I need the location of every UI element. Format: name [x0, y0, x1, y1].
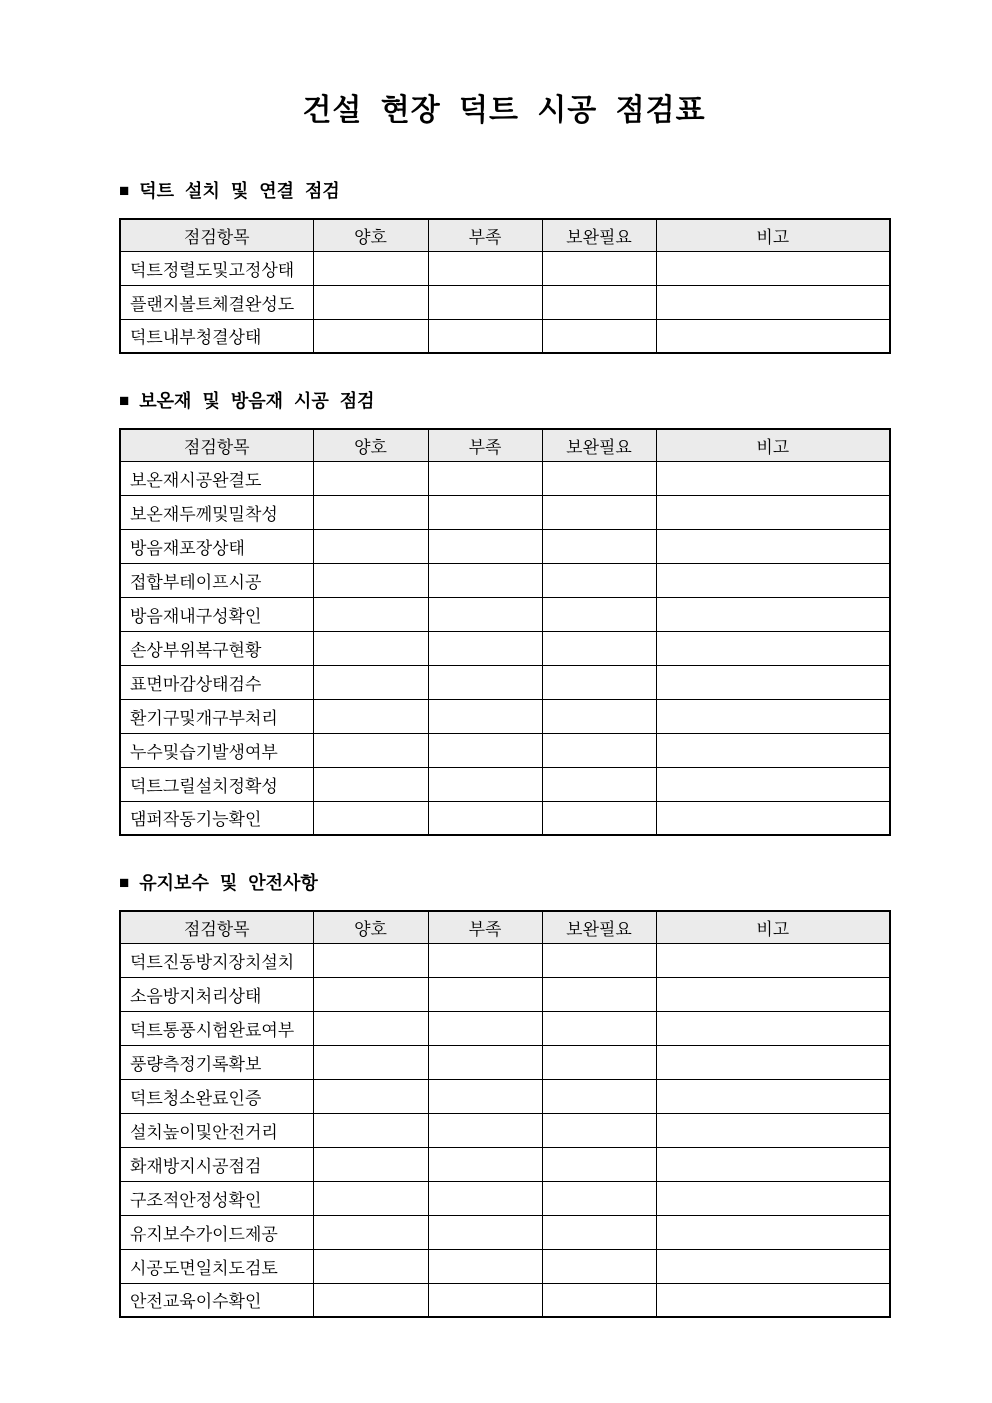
item-label: 소음방지처리상태 — [120, 977, 313, 1011]
item-label: 보온재시공완결도 — [120, 461, 313, 495]
item-label: 구조적안정성확인 — [120, 1181, 313, 1215]
item-label: 플랜지볼트체결완성도 — [120, 285, 313, 319]
good-cell — [313, 699, 428, 733]
item-label: 방음재내구성확인 — [120, 597, 313, 631]
remarks-cell — [656, 1249, 890, 1283]
table-row — [120, 251, 890, 285]
section-heading — [119, 390, 992, 412]
good-cell — [313, 1181, 428, 1215]
needs-improvement-cell — [542, 943, 656, 977]
good-cell — [313, 767, 428, 801]
good-cell — [313, 529, 428, 563]
needs-improvement-cell — [542, 461, 656, 495]
insufficient-cell — [428, 1113, 542, 1147]
table-row — [120, 1079, 890, 1113]
table-row — [120, 631, 890, 665]
col-header-inspection-item: 점검항목 — [120, 911, 313, 943]
insufficient-cell — [428, 1181, 542, 1215]
col-header-good: 양호 — [313, 429, 428, 461]
good-cell — [313, 733, 428, 767]
item-label: 풍량측정기록확보 — [120, 1045, 313, 1079]
needs-improvement-cell — [542, 563, 656, 597]
good-cell — [313, 631, 428, 665]
good-cell — [313, 943, 428, 977]
insufficient-cell — [428, 977, 542, 1011]
needs-improvement-cell — [542, 1045, 656, 1079]
item-label: 누수및습기발생여부 — [120, 733, 313, 767]
item-label: 덕트통풍시험완료여부 — [120, 1011, 313, 1045]
remarks-cell — [656, 529, 890, 563]
table-row — [120, 495, 890, 529]
checklist-table-duct-install — [119, 218, 891, 354]
remarks-cell — [656, 699, 890, 733]
item-label: 보온재두께및밀착성 — [120, 495, 313, 529]
black-square-bullet-icon: ■ — [119, 181, 130, 200]
checklist-table-insulation — [119, 428, 891, 836]
insufficient-cell — [428, 1215, 542, 1249]
table-row — [120, 767, 890, 801]
table-row — [120, 285, 890, 319]
remarks-cell — [656, 1011, 890, 1045]
checklist-table-maintenance — [119, 910, 891, 1318]
item-label: 덕트정렬도및고정상태 — [120, 251, 313, 285]
section-heading — [119, 180, 992, 202]
remarks-cell — [656, 631, 890, 665]
header-row — [120, 429, 890, 461]
insufficient-cell — [428, 529, 542, 563]
col-header-inspection-item: 점검항목 — [120, 219, 313, 251]
remarks-cell — [656, 1045, 890, 1079]
insufficient-cell — [428, 461, 542, 495]
table-row — [120, 801, 890, 835]
col-header-insufficient: 부족 — [428, 911, 542, 943]
remarks-cell — [656, 767, 890, 801]
section-duct-install-check — [119, 180, 992, 354]
remarks-cell — [656, 1215, 890, 1249]
good-cell — [313, 1113, 428, 1147]
table-row — [120, 1045, 890, 1079]
header-row — [120, 911, 890, 943]
insufficient-cell — [428, 1011, 542, 1045]
section-title: 덕트 설치 및 연결 점검 — [139, 181, 340, 201]
needs-improvement-cell — [542, 319, 656, 353]
section-maintenance-safety — [119, 872, 992, 1318]
table-row — [120, 1147, 890, 1181]
insufficient-cell — [428, 597, 542, 631]
table-row — [120, 1283, 890, 1317]
table-row — [120, 563, 890, 597]
needs-improvement-cell — [542, 1113, 656, 1147]
remarks-cell — [656, 977, 890, 1011]
remarks-cell — [656, 1079, 890, 1113]
insufficient-cell — [428, 767, 542, 801]
table-row — [120, 977, 890, 1011]
section-title: 보온재 및 방음재 시공 점검 — [139, 391, 375, 411]
section-title: 유지보수 및 안전사항 — [139, 873, 318, 893]
item-label: 유지보수가이드제공 — [120, 1215, 313, 1249]
needs-improvement-cell — [542, 767, 656, 801]
insufficient-cell — [428, 631, 542, 665]
needs-improvement-cell — [542, 529, 656, 563]
good-cell — [313, 285, 428, 319]
header-row — [120, 219, 890, 251]
item-label: 화재방지시공점검 — [120, 1147, 313, 1181]
needs-improvement-cell — [542, 699, 656, 733]
item-label: 덕트그릴설치정확성 — [120, 767, 313, 801]
section-heading — [119, 872, 992, 894]
insufficient-cell — [428, 1045, 542, 1079]
table-row — [120, 733, 890, 767]
item-label: 안전교육이수확인 — [120, 1283, 313, 1317]
remarks-cell — [656, 495, 890, 529]
good-cell — [313, 1249, 428, 1283]
col-header-insufficient: 부족 — [428, 429, 542, 461]
table-row — [120, 699, 890, 733]
item-label: 덕트진동방지장치설치 — [120, 943, 313, 977]
needs-improvement-cell — [542, 1283, 656, 1317]
col-header-good: 양호 — [313, 219, 428, 251]
col-header-remarks: 비고 — [656, 911, 890, 943]
remarks-cell — [656, 597, 890, 631]
good-cell — [313, 1045, 428, 1079]
remarks-cell — [656, 1113, 890, 1147]
insufficient-cell — [428, 733, 542, 767]
remarks-cell — [656, 319, 890, 353]
insufficient-cell — [428, 319, 542, 353]
col-header-needs-improvement: 보완필요 — [542, 429, 656, 461]
remarks-cell — [656, 1181, 890, 1215]
insufficient-cell — [428, 1249, 542, 1283]
insufficient-cell — [428, 1283, 542, 1317]
good-cell — [313, 1079, 428, 1113]
item-label: 덕트청소완료인증 — [120, 1079, 313, 1113]
item-label: 환기구및개구부처리 — [120, 699, 313, 733]
table-row — [120, 319, 890, 353]
insufficient-cell — [428, 563, 542, 597]
insufficient-cell — [428, 1147, 542, 1181]
item-label: 표면마감상태검수 — [120, 665, 313, 699]
insufficient-cell — [428, 801, 542, 835]
needs-improvement-cell — [542, 251, 656, 285]
col-header-remarks: 비고 — [656, 429, 890, 461]
insufficient-cell — [428, 943, 542, 977]
table-row — [120, 529, 890, 563]
table-row — [120, 1249, 890, 1283]
remarks-cell — [656, 1147, 890, 1181]
remarks-cell — [656, 801, 890, 835]
remarks-cell — [656, 733, 890, 767]
remarks-cell — [656, 665, 890, 699]
item-label: 방음재포장상태 — [120, 529, 313, 563]
table-row — [120, 1011, 890, 1045]
good-cell — [313, 801, 428, 835]
item-label: 덕트내부청결상태 — [120, 319, 313, 353]
item-label: 댐퍼작동기능확인 — [120, 801, 313, 835]
needs-improvement-cell — [542, 1249, 656, 1283]
insufficient-cell — [428, 1079, 542, 1113]
col-header-needs-improvement: 보완필요 — [542, 219, 656, 251]
needs-improvement-cell — [542, 1079, 656, 1113]
item-label: 시공도면일치도검토 — [120, 1249, 313, 1283]
needs-improvement-cell — [542, 495, 656, 529]
black-square-bullet-icon: ■ — [119, 391, 130, 410]
black-square-bullet-icon: ■ — [119, 873, 130, 892]
table-row — [120, 461, 890, 495]
needs-improvement-cell — [542, 801, 656, 835]
section-insulation-soundproofing-check — [119, 390, 992, 836]
good-cell — [313, 495, 428, 529]
good-cell — [313, 251, 428, 285]
col-header-inspection-item: 점검항목 — [120, 429, 313, 461]
document-title: 건설 현장 덕트 시공 점검표 — [302, 94, 706, 127]
needs-improvement-cell — [542, 631, 656, 665]
col-header-good: 양호 — [313, 911, 428, 943]
table-row — [120, 665, 890, 699]
item-label: 설치높이및안전거리 — [120, 1113, 313, 1147]
insufficient-cell — [428, 699, 542, 733]
good-cell — [313, 461, 428, 495]
needs-improvement-cell — [542, 977, 656, 1011]
col-header-needs-improvement: 보완필요 — [542, 911, 656, 943]
item-label: 손상부위복구현황 — [120, 631, 313, 665]
col-header-remarks: 비고 — [656, 219, 890, 251]
insufficient-cell — [428, 251, 542, 285]
table-row — [120, 1181, 890, 1215]
col-header-insufficient: 부족 — [428, 219, 542, 251]
needs-improvement-cell — [542, 285, 656, 319]
good-cell — [313, 563, 428, 597]
table-row — [120, 943, 890, 977]
needs-improvement-cell — [542, 1181, 656, 1215]
remarks-cell — [656, 563, 890, 597]
good-cell — [313, 977, 428, 1011]
insufficient-cell — [428, 285, 542, 319]
remarks-cell — [656, 1283, 890, 1317]
needs-improvement-cell — [542, 1215, 656, 1249]
good-cell — [313, 1215, 428, 1249]
remarks-cell — [656, 285, 890, 319]
table-row — [120, 597, 890, 631]
needs-improvement-cell — [542, 733, 656, 767]
remarks-cell — [656, 943, 890, 977]
remarks-cell — [656, 251, 890, 285]
good-cell — [313, 1147, 428, 1181]
needs-improvement-cell — [542, 1147, 656, 1181]
remarks-cell — [656, 461, 890, 495]
needs-improvement-cell — [542, 597, 656, 631]
good-cell — [313, 319, 428, 353]
table-row — [120, 1113, 890, 1147]
good-cell — [313, 597, 428, 631]
insufficient-cell — [428, 495, 542, 529]
insufficient-cell — [428, 665, 542, 699]
good-cell — [313, 1011, 428, 1045]
item-label: 접합부테이프시공 — [120, 563, 313, 597]
needs-improvement-cell — [542, 1011, 656, 1045]
needs-improvement-cell — [542, 665, 656, 699]
good-cell — [313, 665, 428, 699]
good-cell — [313, 1283, 428, 1317]
table-row — [120, 1215, 890, 1249]
